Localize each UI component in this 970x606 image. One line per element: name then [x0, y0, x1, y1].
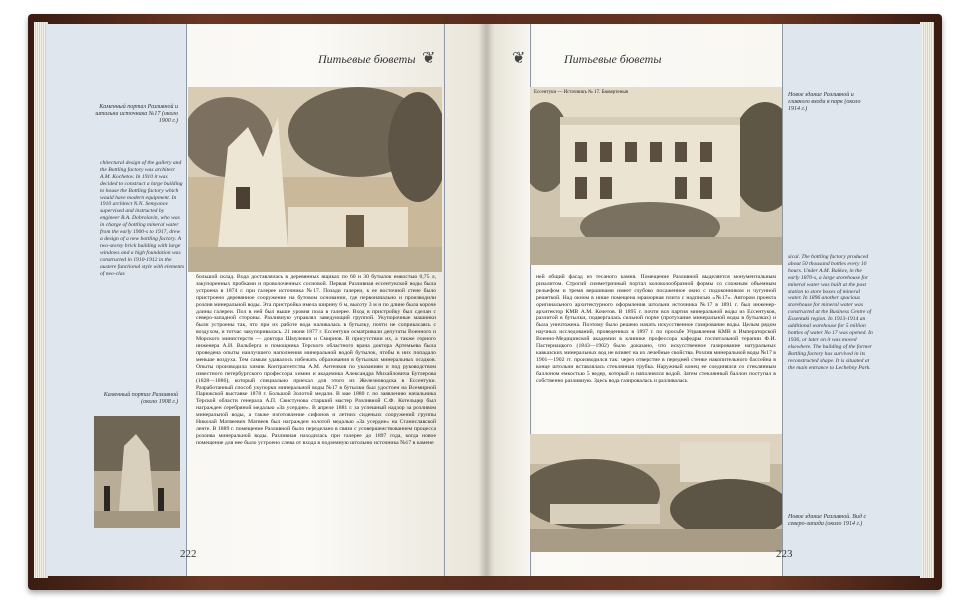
right-page	[486, 24, 922, 576]
left-english-sidebar: chitectural design of the gallery and the Bottling factory was architect A.M. Kochetov. In 1910 it was decided to construct a large building to house the Bottling factory which would have modern equipment. In 1910 architect N.N. Semyonov supervised and instructed by engineer B.A. Dobrolavin, who was in charge of bottling mineral water from the early 1900-s to 1917, drew a design of a new bottling factory. A two-storey brick building with large windows and a high foundation was constructed in 1910-1912 in the austere functional style with elements of neo-clas	[100, 160, 184, 277]
left-body-text: большой склад. Вода доставлялась в деревянных ящиках по 60 и 30 бутылок емкостью 0,75 л, закупоренных пробками и проволоченных сосновой. Первая Разливная ессентукской воды была устроена в 1874 г. при галерее источника №17. Позади галереи, к ее восточной стене было пристроено деревянное сооружение на бутовом основании, где первоначально и производили розлив минеральной воды. Эта пристройка имела ширину 6 м, высоту 3 м и по длине была короче длины галереи. Пол в ней был выше уровня пола в галерее. Вход в пристройку был сделан с северо-западной стороны. Разливную управлял заведующий группой. Укупорочные машинки были устроены так, что при их работе вода наливалась в бутылку, почти не соприкасаясь с воздухом, и тотчас закупоривалась. 21 июня 1877 г. Ессентуки осматривали депутаты Военного и Морского министерств — доктора Шмулевич и Смирнов. В присутствии их, а также горного инженера А.И. Вальберга и помощника Терского областного врача доктора Артемьева была проведена опыты наилучшего наполнения минеральной водой бутылок, чтобы в них попадало меньше воздуха. Тем самым удавалось избежать образования в бутылках минеральных осадков. Опыты производила химик Контрагентства А.М. Антенков по указаниям и под руководством известного петербургского профессора химии и академика Александра Михайловича Бутлерова (1828—1886), который специально приехал для этого из Железноводска в Ессентуки. Разработанный способ укупорки минеральной воды №17 в бутылки был удостоен на Всемирной Парижской выставке 1878 г. Большой Золотой медали. В мае 1880 г. по заявлению начальника Терской области генерала А.П. Свистунова старший мастер Разливной С.Ф. Котельцер был награжден серебряной медалью «За усердие». В апреле 1881 г. за успешный надзор за розливом минеральной воды, а также изготовление сифонов и летних сиденьих сооружений группы Николай Матвеевич Матвеев был награжден золотой медалью «За усердие» на Станиславской ленте. В 1889 г. помещение Разливной было переделано в связи с усовершенствованием процесса розлива минеральной воды. Разливная находилась при галерее до 1897 года, когда новое помещение для нее было устроено слева от входа в подземную штольню источника №17 в камене	[196, 274, 436, 446]
right-caption-top: Новое здание Разливной и главного входа в парк (около 1914 г.)	[788, 92, 861, 113]
left-outer-rule	[444, 24, 445, 576]
left-page	[46, 24, 486, 576]
right-page-number: 223	[776, 548, 793, 560]
photo-top-label: Ессентуки — Источникъ № 17. Бювертеныя	[534, 90, 628, 95]
photo-stone-portal	[188, 87, 442, 272]
dragon-ornament-icon-right: ❦	[512, 50, 526, 67]
page-edges-right	[920, 22, 934, 578]
photo-portal-1908	[94, 416, 180, 528]
left-caption-top: Каменный портал Разливной и штольни источника №17 (около 1900 г.)	[95, 104, 178, 125]
right-caption-bottom: Новое здание Разливной. Вид с северо-запада (около 1914 г.)	[788, 514, 867, 528]
photo-bottling-building	[530, 87, 782, 265]
left-running-header: Питьевые бюветы	[318, 52, 416, 66]
book-gutter	[478, 24, 494, 576]
right-running-header: Питьевые бюветы	[564, 52, 662, 66]
left-caption-bottom: Каменный портал Разливной (около 1908 г.)	[103, 392, 178, 406]
right-body-text: ней общий фасад из тесаного камня. Помещение Разливной выделяется монументальным ризалитом. Строгий симметричный портал колоколообразной формы со сложным объемным рельефом и тремя вершинами имеет глубоко посаженное окно с подоконником и чугунной решеткой. Над окном в нише помещена мраморная плита с надписью «№17». Автором проекта оригинального архитектурного оформления штольни источника №17 в 1891 г. был инженер-архитектор КМВ А.М. Кочетов. В 1895 г. почти вся партия минеральной воды из Ессентуков, разлитой в бутылки, подвергалась сильной порче (протухание минеральной воды в бутылках) и была уничтожена. Поэтому было решено начать искусственное газирование воды. Целым рядом научных исследований, проведенных в 1897 г. по просьбе Управления КМВ в Императорской Военно-Медицинской академии в клинике профессора кафедры госпитальной терапии Ф.И. Пастернацкого (1843—1902) было доказано, что искусственное газирование натуральных кавказских минеральных вод не влияет на их лечебные свойства. Розлив минеральной воды №17 в 1901—1902 гг. производился так: через отверстие в передней стенке накопительного бассейна в конце штольни вставлялась стеклянная трубка. Наружный конец ее соединялся со стеклянным баллоном емкостью 5 ведер, который и наполнялся водой. Затем стеклянный баллон поступал в собственно разливную. Здесь вода газировалась и разливалась	[536, 274, 776, 384]
dragon-ornament-icon: ❦	[422, 50, 436, 67]
photo-building-northwest	[530, 434, 782, 552]
right-english-sidebar: sical. The bottling factory produced about 50 thousand bottles every 10 hours. Under A.M. Baikov, in the early 1870-s, a large storehouse for mineral water was built at the post station to store boxes of mineral water. In 1896 another spacious storehouse for mineral water was constructed at the Business Centre of Essentuki region. In 1913-1914 an additional warehouse for 5 million bottles of water No 17 was opened. In 1936, or later on it was moved elsewhere. The building of the former Bottling factory has survived in its reconstructed shape. It is situated at the main entrance to Lechebny Park.	[788, 254, 873, 371]
left-margin-rule	[186, 24, 187, 576]
left-page-number: 222	[180, 548, 197, 560]
